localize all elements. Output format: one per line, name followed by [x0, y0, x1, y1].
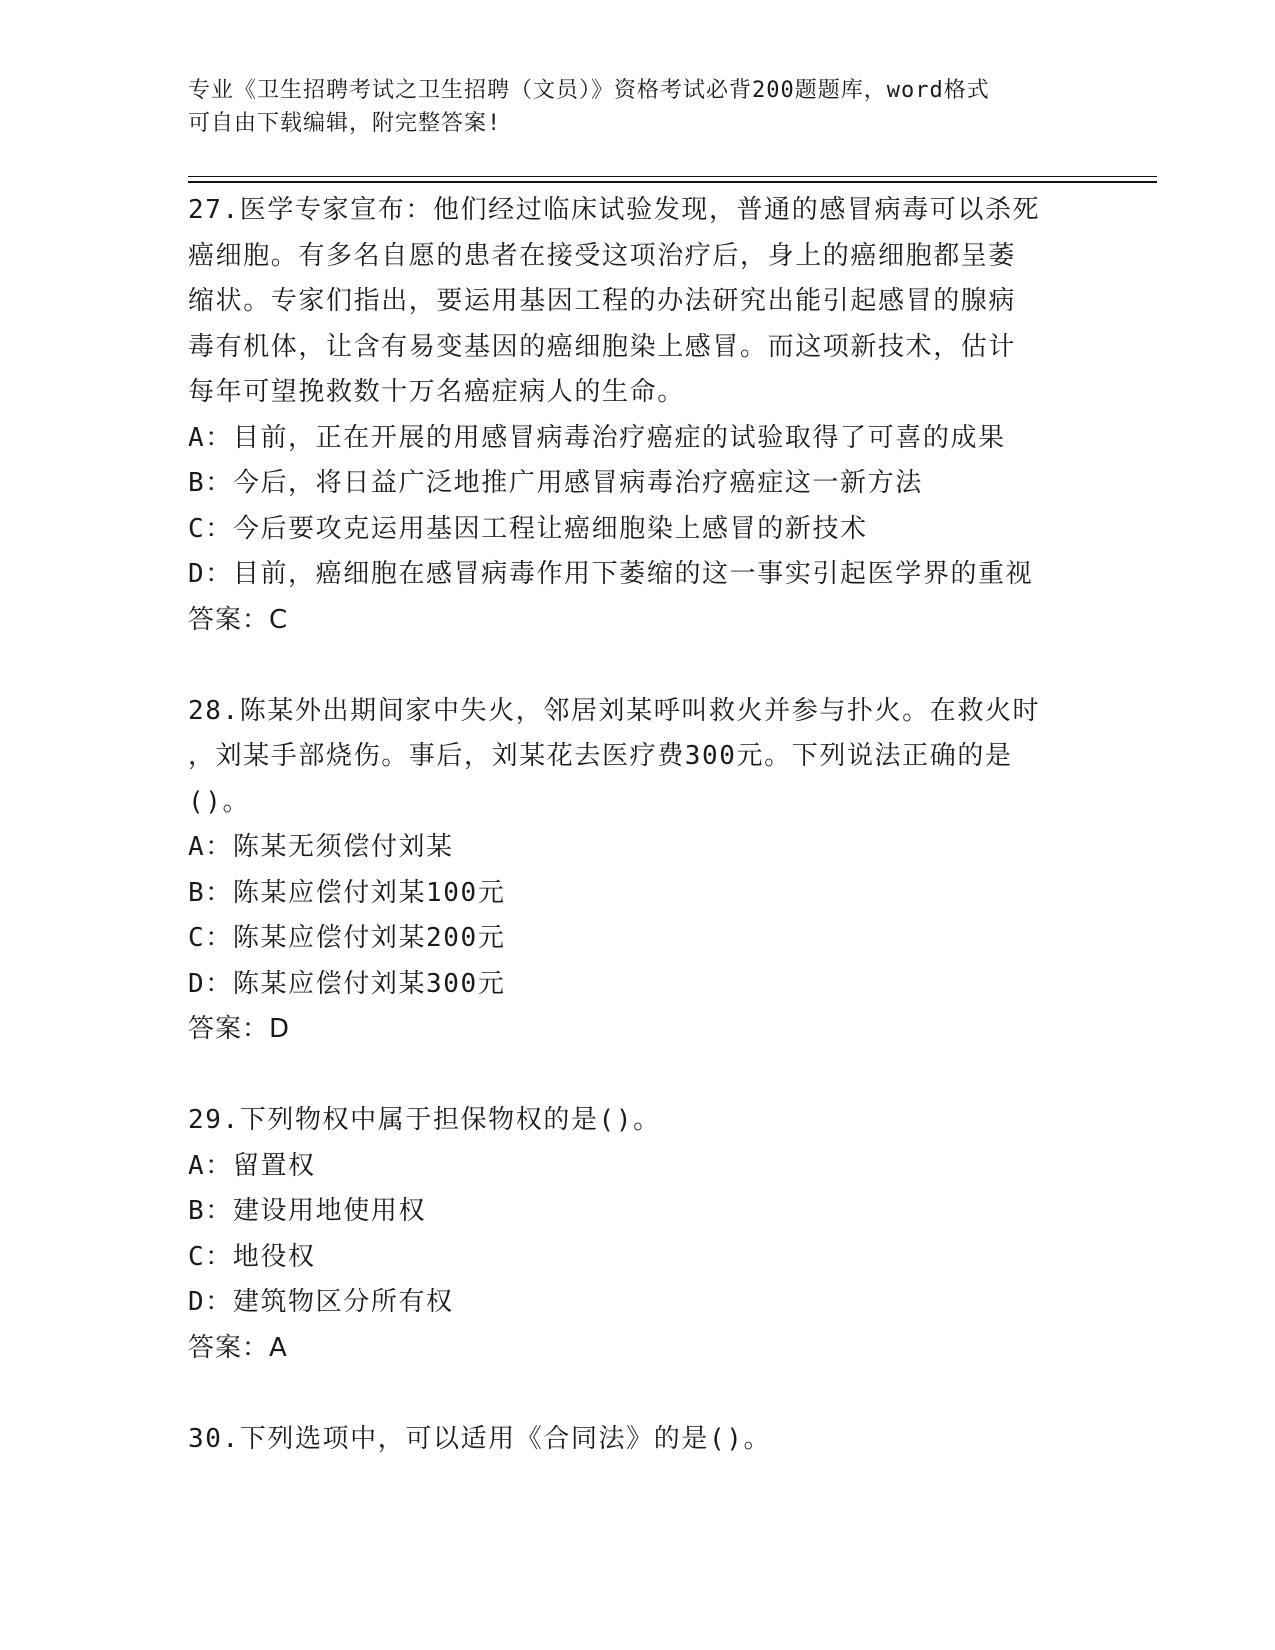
header-divider-thick — [188, 181, 1157, 183]
answer-line: 答案：D — [188, 1014, 291, 1044]
question-stem-line: ，刘某手部烧伤。事后，刘某花去医疗费300元。下列说法正确的是 — [188, 741, 1013, 771]
question-stem-line: 28.陈某外出期间家中失火，邻居刘某呼叫救火并参与扑火。在救火时 — [188, 695, 1041, 726]
answer-line: 答案：A — [188, 1332, 288, 1363]
question-27 — [188, 188, 1088, 643]
option-b: B：建设用地使用权 — [188, 1196, 427, 1226]
option-b: B：陈某应偿付刘某100元 — [188, 877, 506, 908]
option-d: D：陈某应偿付刘某300元 — [188, 968, 506, 999]
spacer — [188, 1053, 1088, 1099]
question-stem-line: 癌细胞。有多名自愿的患者在接受这项治疗后，身上的癌细胞都呈萎 — [188, 240, 1017, 271]
option-c: C：地役权 — [188, 1241, 316, 1272]
question-stem-line: 毒有机体，让含有易变基因的癌细胞染上感冒。而这项新技术，估计 — [188, 331, 1017, 362]
answer-line: 答案：C — [188, 604, 289, 635]
question-stem-line: ()。 — [188, 786, 251, 817]
question-list — [188, 188, 1088, 1462]
question-stem-line: 30.下列选项中，可以适用《合同法》的是()。 — [188, 1423, 772, 1454]
question-28 — [188, 689, 1088, 1053]
spacer — [188, 643, 1088, 689]
option-a: A：目前，正在开展的用感冒病毒治疗癌症的试验取得了可喜的成果 — [188, 422, 1006, 453]
question-29 — [188, 1098, 1088, 1371]
question-stem-line: 缩状。专家们指出，要运用基因工程的办法研究出能引起感冒的腺病 — [188, 286, 1017, 316]
header-line-1: 专业《卫生招聘考试之卫生招聘（文员）》资格考试必背200题题库，word格式 — [188, 78, 990, 103]
option-a: A：陈某无须偿付刘某 — [188, 832, 454, 862]
option-a: A：留置权 — [188, 1150, 316, 1181]
document-header — [188, 74, 1068, 140]
header-line-2: 可自由下载编辑，附完整答案! — [188, 111, 502, 136]
header-divider-thin — [188, 176, 1157, 177]
question-stem-line: 29.下列物权中属于担保物权的是()。 — [188, 1105, 661, 1135]
option-d: D：目前，癌细胞在感冒病毒作用下萎缩的这一事实引起医学界的重视 — [188, 559, 1034, 589]
spacer — [188, 1371, 1088, 1417]
option-b: B：今后，将日益广泛地推广用感冒病毒治疗癌症这一新方法 — [188, 468, 923, 498]
option-d: D：建筑物区分所有权 — [188, 1287, 454, 1317]
option-c: C：陈某应偿付刘某200元 — [188, 923, 506, 953]
question-stem-line: 27.医学专家宣布：他们经过临床试验发现，普通的感冒病毒可以杀死 — [188, 195, 1041, 225]
question-stem-line: 每年可望挽救数十万名癌症病人的生命。 — [188, 377, 685, 407]
option-c: C：今后要攻克运用基因工程让癌细胞染上感冒的新技术 — [188, 513, 868, 544]
question-30 — [188, 1417, 1088, 1463]
